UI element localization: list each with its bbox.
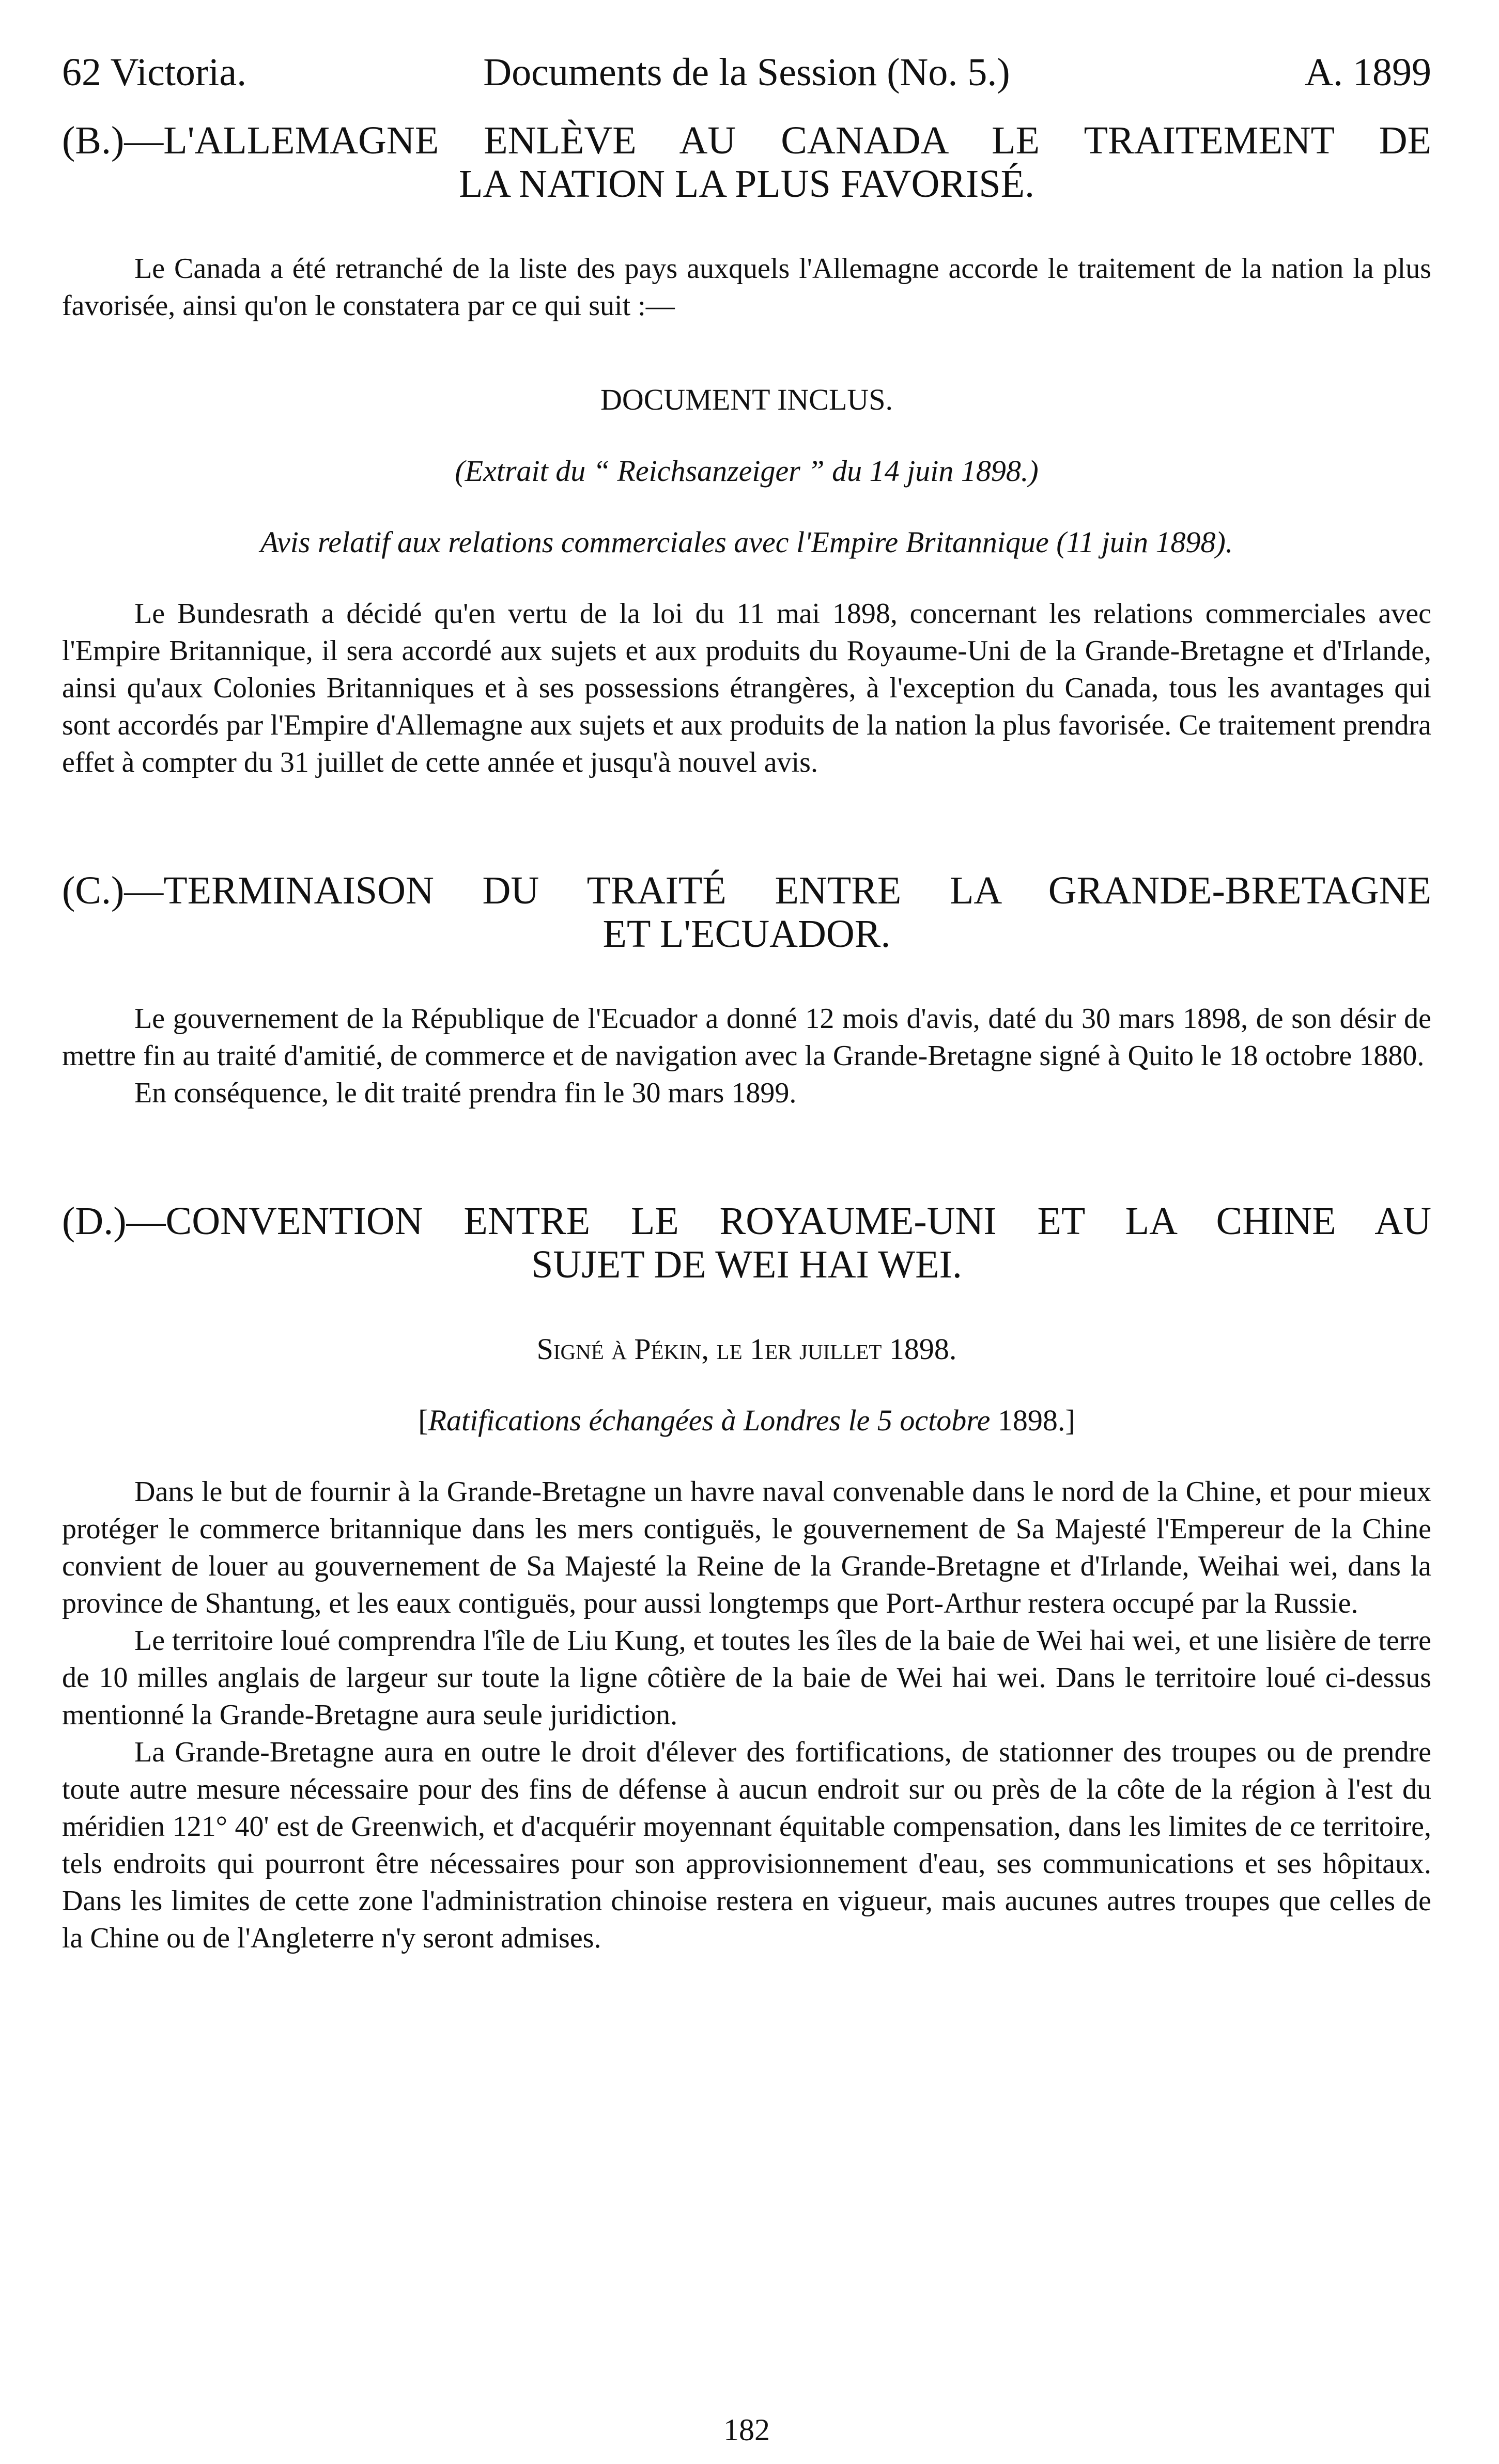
running-head-center: Documents de la Session (No. 5.) — [483, 51, 1010, 94]
section-b-extract-text: (Extrait du “ Reichsanzeiger ” du 14 juin 1898.) — [455, 454, 1039, 488]
section-d-ratifications — [62, 1402, 1431, 1439]
section-c-p1: Le gouvernement de la République de l'Ecuador a donné 12 mois d'avis, daté du 30 mars 1898, de son désir de mettre fin au traité d'amitié, de commerce et de navigation avec la Grande-Bretagne signé à Quito le 18 octobre 1880. — [62, 1003, 1431, 1072]
document-page — [62, 46, 1431, 2447]
section-c-title — [62, 869, 1431, 956]
section-b-avis-text: Avis relatif aux relations commerciales avec l'Empire Britannique (11 juin 1898). — [260, 525, 1233, 559]
section-c-title-line1: (C.)—TERMINAISON DU TRAITÉ ENTRE LA GRANDE-BRETAGNE — [62, 869, 1431, 912]
running-head-right: A. 1899 — [1305, 51, 1431, 94]
section-d-title — [62, 1199, 1431, 1286]
ratifications-close: 1898.] — [990, 1403, 1075, 1437]
section-c-p2: En conséquence, le dit traité prendra fin le 30 mars 1899. — [134, 1077, 797, 1109]
section-b-intro: Le Canada a été retranché de la liste des pays auxquels l'Allemagne accorde le traitement de la nation la plus favorisée, ainsi qu'on le constatera par ce qui suit :— — [62, 253, 1431, 322]
section-b-doc-heading: DOCUMENT INCLUS. — [600, 383, 893, 416]
ratifications-open: [ — [418, 1403, 428, 1437]
section-b — [62, 119, 1431, 781]
section-d-signed: Signé à Pékin, le 1er juillet 1898. — [536, 1332, 957, 1366]
section-d-title-line1: (D.)—CONVENTION ENTRE LE ROYAUME-UNI ET LA CHINE AU — [62, 1199, 1431, 1243]
ratifications-italic: Ratifications échangées à Londres le 5 octobre — [428, 1403, 991, 1437]
section-d — [62, 1199, 1431, 1957]
section-d-p3: La Grande-Bretagne aura en outre le droit d'élever des fortifications, de stationner des troupes ou de prendre toute autre mesure nécessaire pour des fins de défense à aucun endroit sur ou près de la côte de la région à l'est du méridien 121° 40' est de Greenwich, et d'acquérir moyennant équitable compensation, dans les limites de ce territoire, tels endroits qui pourront être nécessaires pour son approvisionnement d'eau, ses communications et ses hôpitaux. Dans les limites de cette zone l'administration chinoise restera en vigueur, mais aucunes autres troupes que celles de la Chine ou de l'Angleterre n'y seront admises. — [62, 1736, 1431, 1954]
section-c — [62, 869, 1431, 1112]
section-b-title-line1: (B.)—L'ALLEMAGNE ENLÈVE AU CANADA LE TRAITEMENT DE — [62, 119, 1431, 162]
section-d-p2: Le territoire loué comprendra l'île de Liu Kung, et toutes les îles de la baie de Wei hai wei, et une lisière de terre de 10 milles anglais de largeur sur toute la ligne côtière de la baie de Wei hai wei. Dans le territoire loué ci-dessus mentionné la Grande-Bretagne aura seule juridiction. — [62, 1625, 1431, 1731]
section-b-avis — [62, 524, 1431, 561]
section-c-title-line2: ET L'ECUADOR. — [602, 912, 891, 956]
running-head — [62, 46, 1431, 103]
section-d-title-line2: SUJET DE WEI HAI WEI. — [531, 1243, 962, 1286]
page-number: 182 — [723, 2413, 770, 2447]
running-head-left: 62 Victoria. — [62, 51, 247, 94]
section-b-title-line2: LA NATION LA PLUS FAVORISÉ. — [458, 162, 1035, 206]
section-b-extract — [62, 453, 1431, 490]
section-b-body: Le Bundesrath a décidé qu'en vertu de la loi du 11 mai 1898, concernant les relations commerciales avec l'Empire Britannique, il sera accordé aux sujets et aux produits du Royaume-Uni de la Grande-Bretagne et d'Irlande, ainsi qu'aux Colonies Britanniques et à ses possessions étrangères, à l'exception du Canada, tous les avantages qui sont accordés par l'Empire d'Allemagne aux sujets et aux produits de la nation la plus favorisée. Ce traitement prendra effet à compter du 31 juillet de cette année et jusqu'à nouvel avis. — [62, 598, 1431, 778]
section-b-title — [62, 119, 1431, 206]
section-d-p1: Dans le but de fournir à la Grande-Bretagne un havre naval convenable dans le nord de la Chine, et pour mieux protéger le commerce britannique dans les mers contiguës, le gouvernement de Sa Majesté l'Empereur de la Chine convient de louer au gouvernement de Sa Majesté la Reine de la Grande-Bretagne et d'Irlande, Weihai wei, dans la province de Shantung, et les eaux contiguës, pour aussi longtemps que Port-Arthur restera occupé par la Russie. — [62, 1476, 1431, 1619]
